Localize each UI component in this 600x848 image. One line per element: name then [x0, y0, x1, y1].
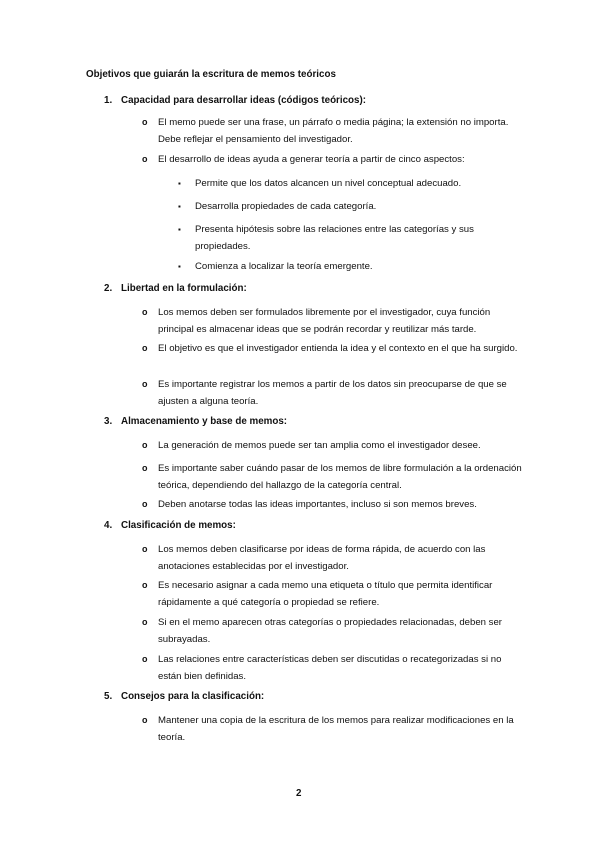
square-bullet-icon: ▪	[178, 225, 181, 234]
bullet-o-icon: o	[142, 343, 148, 353]
bullet-o-icon: o	[142, 154, 148, 164]
sub-list-item-text: Comienza a localizar la teoría emergente.	[195, 261, 373, 272]
list-item-text: Mantener una copia de la escritura de los memos para realizar modificaciones en la teoría.	[158, 715, 514, 743]
section-heading-2	[104, 283, 247, 294]
section-heading-4	[104, 520, 236, 531]
bullet-o-icon: o	[142, 499, 148, 509]
bullet-o-icon: o	[142, 544, 148, 554]
section-number: 3.	[104, 416, 113, 427]
bullet-o-icon: o	[142, 617, 148, 627]
list-item-text: Deben anotarse todas las ideas importantes, incluso si son memos breves.	[158, 499, 477, 510]
list-item	[142, 376, 522, 410]
list-item-text: El memo puede ser una frase, un párrafo o media página; la extensión no importa. Debe reflejar el pensamiento del investigador.	[158, 117, 509, 145]
section-number: 2.	[104, 283, 113, 294]
list-item-text: El desarrollo de ideas ayuda a generar teoría a partir de cinco aspectos:	[158, 154, 465, 165]
list-item	[142, 437, 522, 454]
bullet-o-icon: o	[142, 654, 148, 664]
sub-list-item-text: Presenta hipótesis sobre las relaciones entre las categorías y sus propiedades.	[195, 224, 474, 252]
section-heading-5	[104, 691, 264, 702]
list-item	[142, 114, 522, 148]
list-item	[142, 614, 522, 648]
bullet-o-icon: o	[142, 117, 148, 127]
bullet-o-icon: o	[142, 463, 148, 473]
bullet-o-icon: o	[142, 715, 148, 725]
list-item-text: Los memos deben ser formulados libremente por el investigador, cuya función principal es almacenar ideas que se podrán recordar y reutilizar más tarde.	[158, 307, 491, 335]
section-title: Capacidad para desarrollar ideas (códigos teóricos):	[121, 95, 366, 106]
list-item	[142, 460, 522, 494]
list-item	[142, 340, 522, 357]
list-item-text: Es importante saber cuándo pasar de los memos de libre formulación a la ordenación teórica, dependiendo del hallazgo de la categoría central.	[158, 463, 522, 491]
square-bullet-icon: ▪	[178, 262, 181, 271]
sub-list-item	[178, 175, 508, 192]
list-item	[142, 651, 522, 685]
section-title: Libertad en la formulación:	[121, 283, 247, 294]
list-item	[142, 496, 522, 513]
section-title: Almacenamiento y base de memos:	[121, 416, 288, 427]
square-bullet-icon: ▪	[178, 202, 181, 211]
square-bullet-icon: ▪	[178, 179, 181, 188]
list-item-text: Las relaciones entre características deben ser discutidas o recategorizadas si no están bien definidas.	[158, 654, 502, 682]
section-heading-3	[104, 416, 287, 427]
bullet-o-icon: o	[142, 307, 148, 317]
list-item	[142, 151, 522, 168]
document-title: Objetivos que guiarán la escritura de memos teóricos	[86, 69, 336, 80]
sub-list-item	[178, 258, 508, 275]
sub-list-item	[178, 198, 508, 215]
section-number: 4.	[104, 520, 113, 531]
sub-list-item-text: Permite que los datos alcancen un nivel conceptual adecuado.	[195, 178, 462, 189]
bullet-o-icon: o	[142, 440, 148, 450]
section-number: 5.	[104, 691, 113, 702]
page-number: 2	[296, 788, 302, 799]
sub-list-item	[178, 221, 508, 255]
list-item-text: Es importante registrar los memos a partir de los datos sin preocuparse de que se ajusten a alguna teoría.	[158, 379, 507, 407]
list-item	[142, 712, 522, 746]
list-item-text: La generación de memos puede ser tan amplia como el investigador desee.	[158, 440, 481, 451]
section-title: Consejos para la clasificación:	[121, 691, 265, 702]
bullet-o-icon: o	[142, 580, 148, 590]
list-item-text: Es necesario asignar a cada memo una etiqueta o título que permita identificar rápidamente a qué categoría o propiedad se refiere.	[158, 580, 493, 608]
section-heading-1	[104, 95, 366, 106]
list-item-text: Si en el memo aparecen otras categorías o propiedades relacionadas, deben ser subrayadas.	[158, 617, 502, 645]
section-number: 1.	[104, 95, 113, 106]
list-item	[142, 577, 522, 611]
list-item-text: Los memos deben clasificarse por ideas de forma rápida, de acuerdo con las anotaciones establecidas por el investigador.	[158, 544, 486, 572]
bullet-o-icon: o	[142, 379, 148, 389]
sub-list-item-text: Desarrolla propiedades de cada categoría.	[195, 201, 377, 212]
list-item-text: El objetivo es que el investigador entienda la idea y el contexto en el que ha surgido.	[158, 343, 518, 354]
section-title: Clasificación de memos:	[121, 520, 236, 531]
list-item	[142, 304, 522, 338]
list-item	[142, 541, 522, 575]
